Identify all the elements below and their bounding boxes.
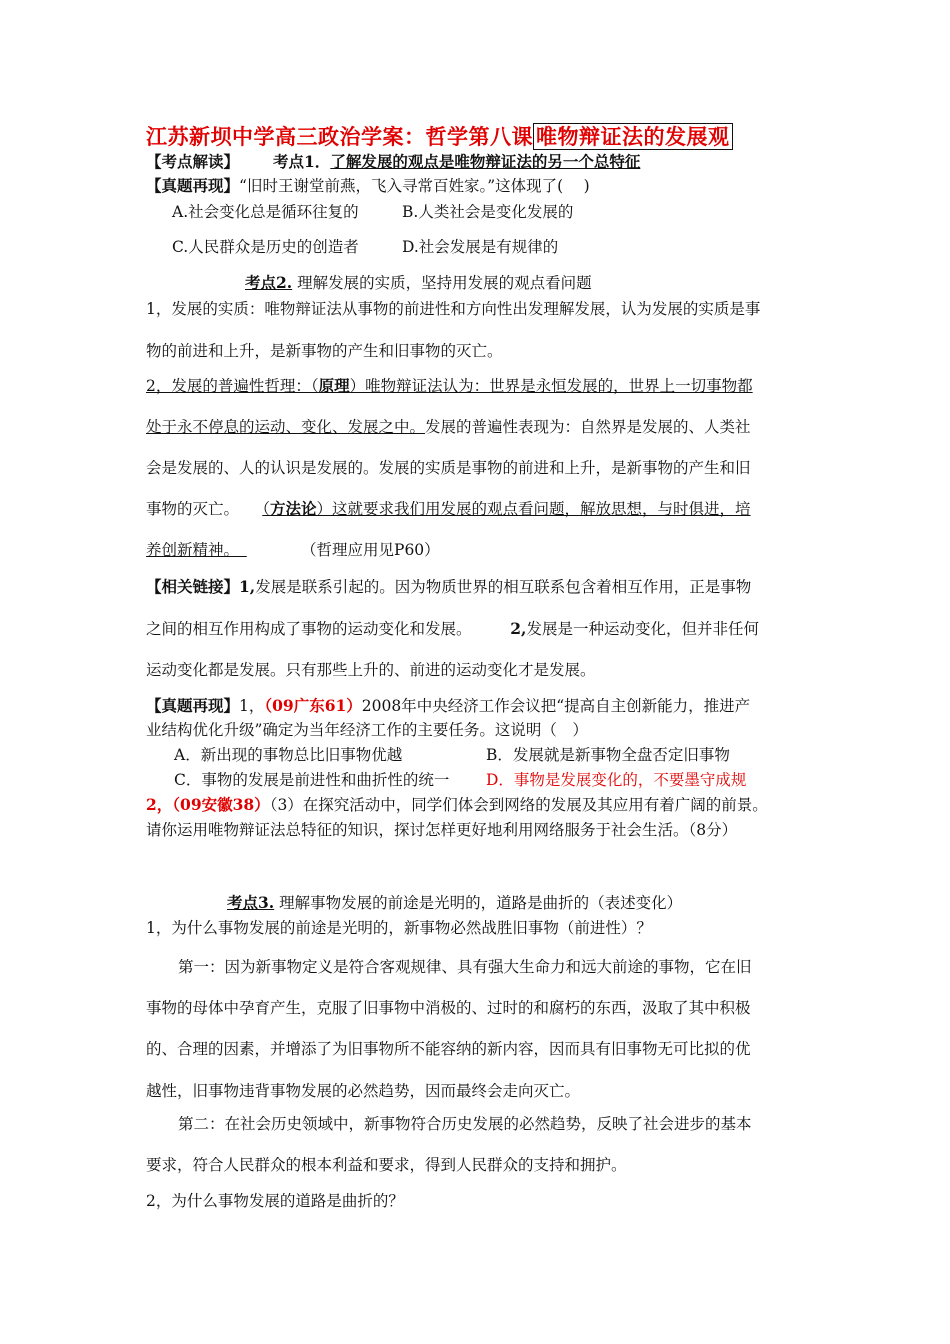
kaodian3-text: 理解事物发展的前途是光明的，道路是曲折的（表述变化） (274, 894, 683, 912)
first-reason-line-2: 事物的母体中孕育产生，克服了旧事物中消极的、过时的和腐朽的东西，汲取了其中积极 (146, 999, 751, 1017)
first-reason-line-4: 越性，旧事物违背事物发展的必然趋势，因而最终会走向灭亡。 (146, 1082, 581, 1100)
kaodian2-text: 理解发展的实质，坚持用发展的观点看问题 (292, 274, 592, 292)
link-text-2a: 之间的相互作用构成了事物的运动变化和发展。 (146, 620, 511, 638)
first-reason-line-1: 第一：因为新事物定义是符合客观规律、具有强大生命力和远大前途的事物，它在旧 (178, 958, 752, 976)
universality-text: ）唯物辩证法认为：世界是永恒发展的，世界上一切事物都 (349, 377, 753, 395)
link-line-1 (146, 576, 751, 598)
second-reason-line-2: 要求，符合人民群众的根本利益和要求，得到人民群众的支持和拥护。 (146, 1156, 627, 1174)
zhenti-tag: 【真题再现】 (146, 176, 240, 195)
universality-line-2 (146, 416, 751, 438)
essence-line-2: 物的前进和上升，是新事物的产生和旧事物的灭亡。 (146, 342, 503, 360)
page-title (146, 126, 733, 148)
zhenti2-source-2: （09安徽38） (172, 795, 270, 814)
kaodian2-heading (245, 272, 592, 294)
reference-note: （哲理应用见P60） (246, 541, 440, 559)
title-boxed: 唯物辩证法的发展观 (533, 123, 733, 150)
universality-underlined: 处于永不停息的运动、变化、发展之中。 (146, 418, 426, 436)
kaodian1-text: 了解发展的观点是唯物辩证法的另一个总特征 (330, 152, 641, 171)
kaodian2-label: 考点2. (245, 273, 293, 292)
zhenti2-line-q2 (146, 794, 768, 816)
methodology-text: ）这就要求我们用发展的观点看问题，解放思想，与时俱进，培 (316, 500, 751, 518)
essence-line-1: 1，发展的实质：唯物辩证法从事物的前进性和方向性出发理解发展，认为发展的实质是事 (146, 300, 761, 318)
zhenti1-option-c: C.人民群众是历史的创造者 (172, 238, 359, 256)
methodology-label: 方法论 (270, 499, 317, 518)
universality-rest: 发展的普遍性表现为：自然界是发展的、人类社 (425, 418, 751, 436)
zhenti1-option-a: A.社会变化总是循环往复的 (172, 203, 359, 221)
kaodian1-label: 考点1． (273, 152, 331, 171)
link-text-2b: 发展是一种运动变化，但并非任何 (526, 620, 759, 638)
zhenti2-line-2: 业结构优化升级”确定为当年经济工作的主要任务。这说明（ ） (146, 721, 588, 739)
second-reason-line-1: 第二：在社会历史领域中，新事物符合历史发展的必然趋势，反映了社会进步的基本 (178, 1115, 752, 1133)
zhenti2-option-a: A．新出现的事物总比旧事物优越 (174, 746, 403, 764)
zhenti2-option-b: B．发展就是新事物全盘否定旧事物 (486, 746, 730, 764)
zhenti1-question-text: “旧时王谢堂前燕，飞入寻常百姓家。”这体现了( ) (239, 177, 590, 195)
zhenti2-option-c: C．事物的发展是前进性和曲折性的统一 (174, 771, 450, 789)
zhenti2-option-d: D．事物是发展变化的，不要墨守成规 (486, 771, 747, 789)
innovation-text: 养创新精神。 (146, 541, 247, 559)
link-num-2: 2, (510, 619, 527, 638)
kaodian3-heading (227, 892, 682, 914)
kaodian-tag: 【考点解读】 (146, 152, 240, 171)
kaodian1-line (146, 151, 640, 173)
link-line-3: 运动变化都是发展。只有那些上升的、前进的运动变化才是发展。 (146, 661, 596, 679)
kaodian3-label: 考点3. (227, 893, 275, 912)
link-num-1: 1, (239, 577, 256, 596)
zhenti2-line-q2b: 请你运用唯物辩证法总特征的知识，探讨怎样更好地利用网络服务于社会生活。（8分） (146, 821, 738, 839)
principle-label: 原理 (318, 376, 350, 395)
kaodian3-question-2: 2，为什么事物发展的道路是曲折的？ (146, 1192, 404, 1210)
zhenti2-num-1: 1， (239, 697, 265, 715)
link-tag: 【相关链接】 (146, 577, 240, 596)
universality-line-4 (146, 498, 751, 520)
title-main: 江苏新坝中学高三政治学案：哲学第八课 (146, 124, 533, 149)
method-open: （ (262, 500, 271, 518)
link-line-2 (146, 618, 759, 640)
zhenti1-option-b: B.人类社会是变化发展的 (402, 203, 574, 221)
universality-end: 事物的灭亡。 (146, 500, 263, 518)
zhenti2-tag: 【真题再现】 (146, 696, 240, 715)
first-reason-line-3: 的、合理的因素，并增添了为旧事物所不能容纳的新内容，因而具有旧事物无可比拟的优 (146, 1040, 751, 1058)
zhenti1-question (146, 175, 590, 197)
zhenti2-question-2a: （3）在探究活动中，同学们体会到网络的发展及其应用有着广阔的前景。 (269, 796, 768, 814)
zhenti2-line-1 (146, 695, 750, 717)
universality-line-1 (146, 375, 753, 397)
zhenti2-question-1a: 2008年中央经济工作会议把“提高自主创新能力，推进产 (361, 697, 751, 715)
link-text-1: 发展是联系引起的。因为物质世界的相互联系包含着相互作用，正是事物 (255, 578, 752, 596)
zhenti1-option-d: D.社会发展是有规律的 (402, 238, 559, 256)
universality-line-3: 会是发展的、人的认识是发展的。发展的实质是事物的前进和上升，是新事物的产生和旧 (146, 459, 751, 477)
zhenti2-source-1: （09广东61） (264, 696, 362, 715)
zhenti2-num-2: 2， (146, 795, 173, 814)
kaodian3-question-1: 1，为什么事物发展的前途是光明的，新事物必然战胜旧事物（前进性）？ (146, 919, 652, 937)
universality-line-5 (146, 539, 440, 561)
universality-prefix: 2，发展的普遍性哲理：（ (146, 377, 319, 395)
